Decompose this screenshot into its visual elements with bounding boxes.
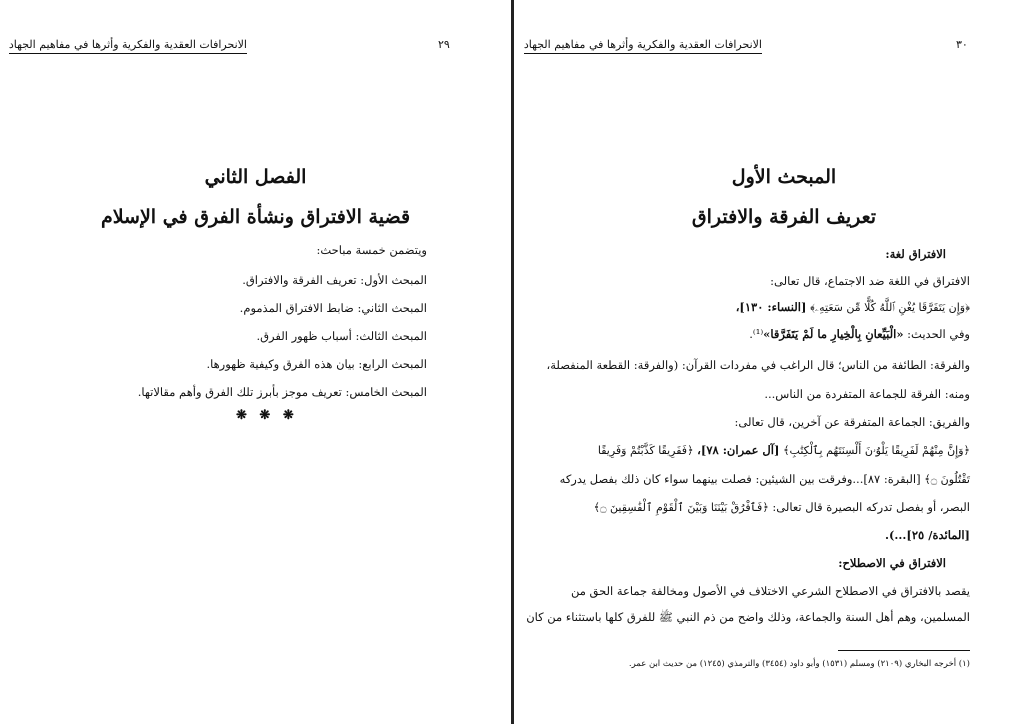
text-line <box>594 499 970 516</box>
verse-reference: [النساء: ١٣٠]، <box>735 300 807 314</box>
chapter-intro: ويتضمن خمسة مباحث: <box>316 243 427 257</box>
subheading: الافتراق في الاصطلاح: <box>838 556 946 570</box>
text-continuation: البصر، أو بفصل تدركه البصيرة قال تعالى: <box>772 500 970 514</box>
text-line: الافتراق في اللغة ضد الاجتماع، قال تعالى: <box>770 274 970 288</box>
text-line <box>560 471 970 488</box>
right-page <box>514 0 1024 724</box>
text-line-quran <box>598 442 970 459</box>
chapter-heading: الفصل الثاني <box>204 166 307 188</box>
verse-reference: [آل عمران: ٧٨]، <box>697 443 780 457</box>
quran-verse: ﴿وَإِن يَتَفَرَّقَا يُغْنِ ٱللَّهُ كُلًّا مِّن سَعَتِهِۦ﴾ <box>810 301 970 314</box>
left-page <box>0 0 511 724</box>
hadith-intro: وفي الحديث: <box>907 327 970 341</box>
text-line: يقصد بالافتراق في الاصطلاح الشرعي الاختلاف في الأصول ومخالفة جماعة الحق من <box>570 584 970 598</box>
ornament-stars: ❋ ❋ ❋ <box>236 408 298 423</box>
text-continuation: [البقرة: ٨٧]...وفرقت بين الشيئين: فصلت بينهما سواء كان ذلك بفصل يدركه <box>559 472 921 486</box>
quran-verse: ﴿فَفَرِيقًا كَذَّبْتُمْ وَفَرِيقًا <box>597 444 694 457</box>
section-title: تعريف الفرقة والافتراق <box>691 206 877 228</box>
quran-verse: تَقْتُلُونَ ۝﴾ <box>924 473 970 486</box>
section-item: المبحث الرابع: بيان هذه الفرق وكيفية ظهورها. <box>206 357 427 371</box>
running-header: الانحرافات العقدية والفكرية وأثرها في مفاهيم الجهاد <box>524 38 762 54</box>
page-number: ٣٠ <box>956 38 968 51</box>
subheading: الافتراق لغة: <box>885 247 946 261</box>
quran-verse: ﴿فَٱفْرُقْ بَيْنَنَا وَبَيْنَ ٱلْقَوْمِ ٱلْفَٰسِقِينَ ۝﴾ <box>593 501 769 514</box>
text-line: والفرقة: الطائفة من الناس؛ قال الراغب في مفردات القرآن: (والفرقة: القطعة المنفصلة، <box>546 358 970 372</box>
section-item: المبحث الثاني: ضابط الافتراق المذموم. <box>239 301 427 315</box>
chapter-title: قضية الافتراق ونشأة الفرق في الإسلام <box>100 206 411 228</box>
section-item: المبحث الأول: تعريف الفرقة والافتراق. <box>242 273 427 287</box>
footnote-rule <box>838 650 970 651</box>
footnote: (١) أخرجه البخاري (٢١٠٩) ومسلم (١٥٣١) وأبو داود (٣٤٥٤) والترمذي (١٢٤٥) من حديث ابن عمر. <box>628 659 970 669</box>
section-item: المبحث الثالث: أسباب ظهور الفرق. <box>256 329 427 343</box>
text-line-quran <box>736 299 970 316</box>
text-line-hadith <box>749 326 970 342</box>
text-line: ومنه: الفرقة للجماعة المتفردة من الناس... <box>764 387 970 401</box>
verse-reference: [المائدة/ ٢٥]...). <box>884 528 970 542</box>
hadith-text: «الْبَيِّعانِ بِالْخِيارِ ما لَمْ يَتَفَرَّقا» <box>763 327 904 341</box>
section-heading: المبحث الأول <box>731 166 837 188</box>
footnote-marker: ⁽¹⁾. <box>749 327 764 341</box>
running-header: الانحرافات العقدية والفكرية وأثرها في مفاهيم الجهاد <box>9 38 247 54</box>
section-item: المبحث الخامس: تعريف موجز بأبرز تلك الفرق وأهم مقالاتها. <box>137 385 427 399</box>
text-line: المسلمين، وهم أهل السنة والجماعة، وذلك واضح من ذم النبي ﷺ للفرق كلها باستثناء من كان <box>526 610 970 624</box>
quran-verse: ﴿وَإِنَّ مِنْهُمْ لَفَرِيقًا يَلْوُۥنَ أَلْسِنَتَهُم بِٱلْكِتَٰبِ﴾ <box>783 444 970 457</box>
text-line: والفريق: الجماعة المتفرقة عن آخرين، قال تعالى: <box>734 415 970 429</box>
page-number: ٢٩ <box>438 38 450 51</box>
